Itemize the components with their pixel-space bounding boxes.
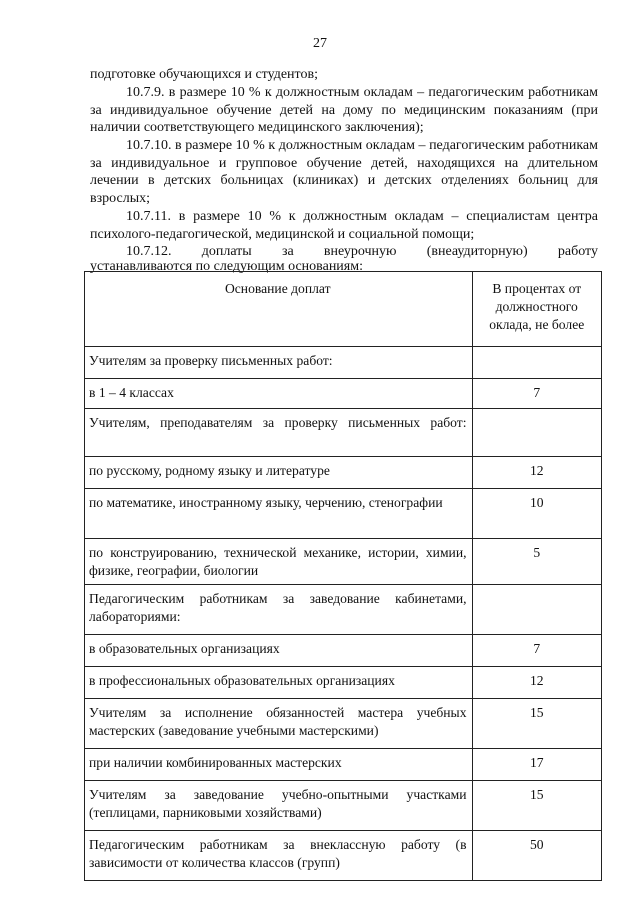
table-row <box>85 585 602 635</box>
row-percent: 12 <box>472 457 602 489</box>
row-percent <box>472 347 602 379</box>
table-row <box>85 539 602 585</box>
table-row <box>85 699 602 749</box>
paragraph-10-7-12: 10.7.12. доплаты за внеурочную (внеаудиторную) работу <box>126 244 598 259</box>
paragraph-10-7-10: 10.7.10. в размере 10 % к должностным окладам – педагогическим работникам за индивидуальное и групповое обучение детей, находящихся на длительном лечении в детских больницах (клиниках) и детских отделениях больниц для взрослых; <box>90 138 598 206</box>
row-basis: Учителям за исполнение обязанностей мастера учебных мастерских (заведование учебными мастерскими) <box>85 699 473 749</box>
row-basis: по математике, иностранному языку, черчению, стенографии <box>85 489 473 539</box>
paragraph-10-7-12-cont: устанавливаются по следующим основаниям: <box>90 259 363 274</box>
row-basis: Педагогическим работникам за заведование кабинетами, лабораториями: <box>85 585 473 635</box>
row-percent: 5 <box>472 539 602 585</box>
row-percent: 7 <box>472 379 602 409</box>
table-row <box>85 831 602 881</box>
table-header-row <box>85 272 602 347</box>
row-percent: 15 <box>472 781 602 831</box>
table-row <box>85 379 602 409</box>
row-basis: Педагогическим работникам за внеклассную работу (в зависимости от количества классов (групп) <box>85 831 473 881</box>
row-basis: в образовательных организациях <box>85 635 473 667</box>
table-row <box>85 409 602 457</box>
row-basis: в 1 – 4 классах <box>85 379 473 409</box>
row-basis: при наличии комбинированных мастерских <box>85 749 473 781</box>
table-row <box>85 749 602 781</box>
paragraph-10-7-9: 10.7.9. в размере 10 % к должностным окладам – педагогическим работникам за индивидуальное обучение детей на дому по медицинским показаниям (при наличии соответствующего медицинского заключения); <box>90 85 598 136</box>
row-percent <box>472 585 602 635</box>
row-basis: Учителям, преподавателям за проверку письменных работ: <box>85 409 473 457</box>
row-percent: 15 <box>472 699 602 749</box>
row-percent: 12 <box>472 667 602 699</box>
row-basis: по русскому, родному языку и литературе <box>85 457 473 489</box>
row-basis: по конструированию, технической механике, истории, химии, физике, географии, биологии <box>85 539 473 585</box>
table-row <box>85 457 602 489</box>
header-percent: В процентах от должностного оклада, не более <box>472 272 602 347</box>
table-row <box>85 489 602 539</box>
row-basis: в профессиональных образовательных организациях <box>85 667 473 699</box>
table-row <box>85 635 602 667</box>
row-percent <box>472 409 602 457</box>
table-row <box>85 781 602 831</box>
allowance-table <box>84 271 602 881</box>
header-basis: Основание доплат <box>85 272 473 347</box>
table-row <box>85 667 602 699</box>
row-basis: Учителям за проверку письменных работ: <box>85 347 473 379</box>
row-percent: 7 <box>472 635 602 667</box>
paragraph-continuation: подготовке обучающихся и студентов; <box>90 67 318 82</box>
row-basis: Учителям за заведование учебно-опытными участками (теплицами, парниковыми хозяйствами) <box>85 781 473 831</box>
table-row <box>85 347 602 379</box>
row-percent: 10 <box>472 489 602 539</box>
paragraph-10-7-11: 10.7.11. в размере 10 % к должностным окладам – специалистам центра психолого-педагогической, медицинской и социальной помощи; <box>90 209 598 242</box>
row-percent: 50 <box>472 831 602 881</box>
row-percent: 17 <box>472 749 602 781</box>
page-number: 27 <box>313 36 327 51</box>
